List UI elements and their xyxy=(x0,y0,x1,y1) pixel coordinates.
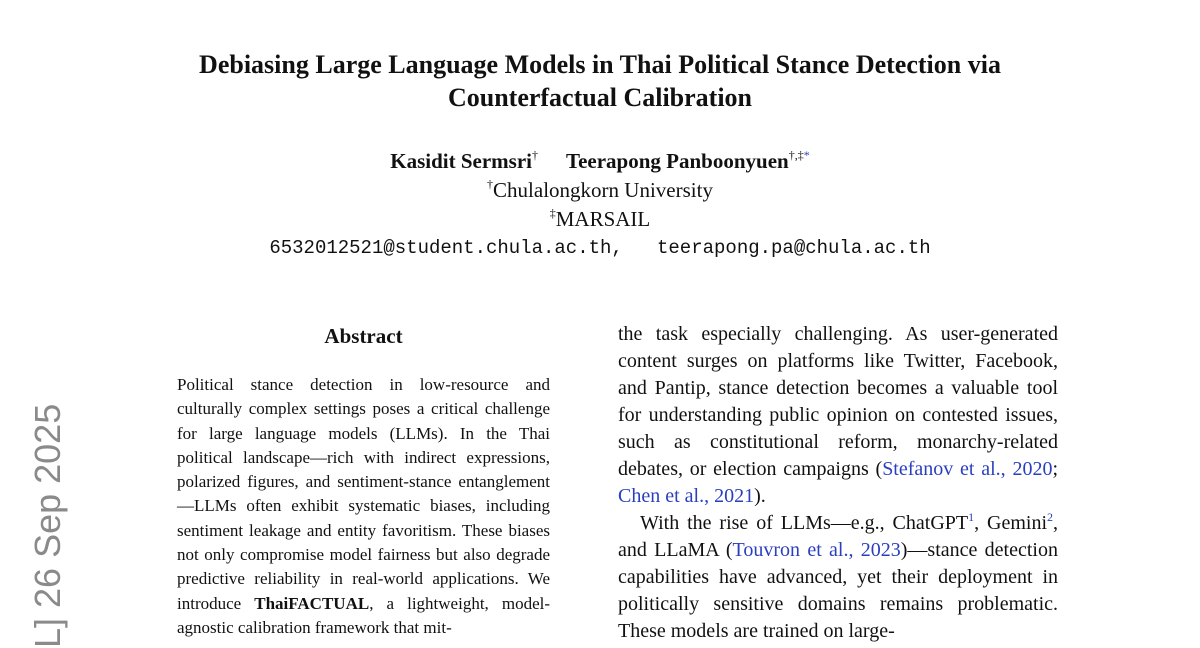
title-line-2: Counterfactual Calibration xyxy=(447,83,753,112)
abstract-text-part: Political stance detection in low-resource and culturally complex settings poses a critical challenge for large language models (LLMs). In the Thai political landscape—rich with indirect expressions, polarized figures, and sentiment-stance entanglement—LLMs often exhibit systematic biases, including sentiment leakage and entity favoritism. These biases not only compromise model fairness but also degrade predictive reliability in real-world applications. We introduce xyxy=(177,375,550,613)
body-column xyxy=(618,321,1058,645)
affiliation-name: MARSAIL xyxy=(555,207,651,231)
author-names xyxy=(100,147,1100,176)
footnote-link[interactable]: 2 xyxy=(1047,510,1054,524)
body-text: , Gemini xyxy=(974,512,1048,534)
paper-title xyxy=(100,48,1100,114)
affiliation-mark: † xyxy=(487,177,494,191)
affiliation-name: Chulalongkorn University xyxy=(493,178,713,202)
abstract-text-part: , a lightweight, model-agnostic calibration framework that mit- xyxy=(177,593,551,637)
method-name: ThaiFACTUAL xyxy=(254,593,370,613)
footnote-link[interactable]: 1 xyxy=(968,510,975,524)
body-text: , and LLaMA ( xyxy=(618,512,1059,561)
abstract-text xyxy=(177,373,550,640)
body-text: With the rise of LLMs—e.g., ChatGPT xyxy=(640,512,969,534)
author-name: Kasidit Sermsri xyxy=(390,149,533,173)
citation-link[interactable]: Stefanov et al., 2020 xyxy=(882,458,1053,480)
body-text: ). xyxy=(754,485,766,507)
body-paragraph xyxy=(618,321,1058,510)
author-emails: 6532012521@student.chula.ac.th, teerapong.pa@chula.ac.th xyxy=(269,237,931,259)
body-text: ; xyxy=(1052,458,1059,480)
abstract-heading: Abstract xyxy=(324,324,403,348)
arxiv-stamp: L] 26 Sep 2025 xyxy=(27,403,68,648)
affiliation-mark: ‡ xyxy=(549,206,556,220)
author-name: Teerapong Panboonyuen xyxy=(566,149,789,173)
citation-link[interactable]: Chen et al., 2021 xyxy=(618,485,755,507)
corresponding-mark[interactable]: * xyxy=(803,148,810,162)
abstract-section xyxy=(177,322,550,640)
body-text: the task especially challenging. As user-generated content surges on platforms like Twitter, Facebook, and Pantip, stance detection becomes a valuable tool for understanding public opinion on contested issues, such as constitutional reform, monarchy-related debates, or election campaigns ( xyxy=(618,323,1058,480)
affiliation xyxy=(100,176,1100,205)
author-mark: † xyxy=(532,148,539,162)
affiliation xyxy=(100,205,1100,234)
author-mark: †,‡ xyxy=(788,148,804,162)
body-text: )—stance detection capabilities have advanced, yet their deployment in politically sensitive domains remains problematic. These models are trained on large- xyxy=(618,539,1058,642)
title-line-1: Debiasing Large Language Models in Thai Political Stance Detection via xyxy=(199,50,1001,79)
citation-link[interactable]: Touvron et al., 2023 xyxy=(732,539,901,561)
author-block xyxy=(100,147,1100,263)
body-paragraph xyxy=(618,510,1058,645)
